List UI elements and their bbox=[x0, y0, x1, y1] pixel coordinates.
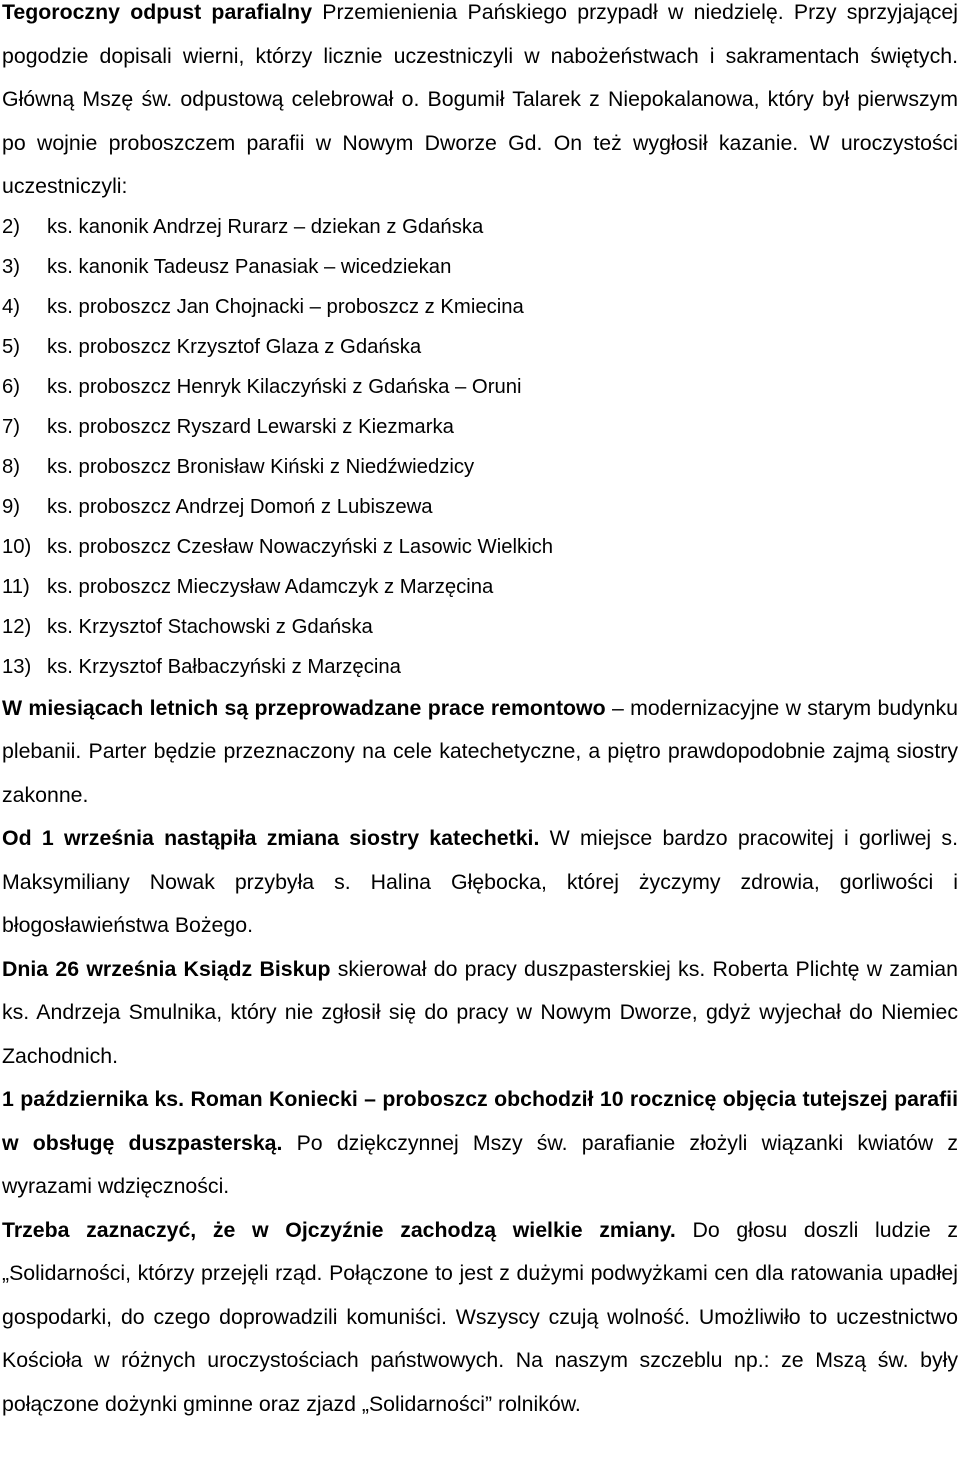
paragraph-body: Do głosu doszli ludzie z „Solidarności, którzy przejęli rząd. Połączone to jest z dużymi podwyżkami cen dla ratowania upadłej gospodarki, do czego doprowadzili komuniści. Wszyscy czują wolność. Umożliwiło to uczestnictwo Kościoła w różnych uroczystościach państwowych. Na naszym szczeblu np.: ze Mszą św. były połączone dożynki gminne oraz zjazd „Solidarności” rolników. bbox=[2, 1217, 958, 1416]
paragraph-odpust bbox=[0, 0, 960, 209]
list-item bbox=[2, 647, 958, 687]
list-item bbox=[2, 207, 958, 247]
paragraph-lead: Od 1 września nastąpiła zmiana siostry katechetki. bbox=[2, 826, 540, 850]
list-number: 6) bbox=[2, 375, 21, 398]
list-number: 12) bbox=[2, 615, 32, 638]
list-item bbox=[2, 607, 958, 647]
list-text: ks. proboszcz Jan Chojnacki – proboszcz z Kmiecina bbox=[47, 295, 524, 318]
list-item bbox=[2, 567, 958, 607]
list-item bbox=[2, 367, 958, 407]
list-item bbox=[2, 327, 958, 367]
list-number: 11) bbox=[2, 575, 30, 598]
paragraph-body: – modernizacyjne w starym budynku plebanii. Parter będzie przeznaczony na cele katechetyczne, a piętro prawdopodobnie zajmą siostry zakonne. bbox=[2, 695, 958, 807]
paragraph-body: Po dziękczynnej Mszy św. parafianie złożyli wiązanki kwiatów z wyrazami wdzięczności. bbox=[2, 1130, 958, 1198]
paragraph-body: skierował do pracy duszpasterskiej ks. Roberta Plichtę w zamian ks. Andrzeja Smulnika, który nie zgłosił się do pracy w Nowym Dworze, gdyż wyjechał do Niemiec Zachodnich. bbox=[2, 956, 958, 1068]
paragraph-body: Przemienienia Pańskiego przypadł w niedzielę. Przy sprzyjającej pogodzie dopisali wierni, którzy licznie uczestniczyli w nabożeństwach i sakramentach świętych. Główną Mszę św. odpustową celebrował o. Bogumił Talarek z Niepokalanowa, który był pierwszym po wojnie proboszczem parafii w Nowym Dworze Gd. On też wygłosił kazanie. W uroczystości uczestniczyli: bbox=[2, 0, 958, 198]
list-number: 10) bbox=[2, 535, 32, 558]
list-number: 7) bbox=[2, 415, 21, 438]
list-text: ks. Krzysztof Bałbaczyński z Marzęcina bbox=[47, 655, 401, 678]
list-text: ks. proboszcz Ryszard Lewarski z Kiezmarka bbox=[47, 415, 454, 438]
list-item bbox=[2, 487, 958, 527]
paragraph-rocznica bbox=[0, 1078, 960, 1209]
list-text: ks. kanonik Andrzej Rurarz – dziekan z Gdańska bbox=[47, 215, 484, 238]
list-item bbox=[2, 287, 958, 327]
list-text: ks. proboszcz Andrzej Domoń z Lubiszewa bbox=[47, 495, 433, 518]
list-number: 4) bbox=[2, 295, 21, 318]
list-item bbox=[2, 527, 958, 567]
paragraph-lead: Tegoroczny odpust parafialny bbox=[2, 0, 313, 24]
paragraph-katechetka bbox=[0, 817, 960, 948]
list-text: ks. proboszcz Krzysztof Glaza z Gdańska bbox=[47, 335, 422, 358]
participants-list bbox=[0, 207, 960, 687]
list-text: ks. proboszcz Bronisław Kiński z Niedźwiedzicy bbox=[47, 455, 475, 478]
list-text: ks. Krzysztof Stachowski z Gdańska bbox=[47, 615, 373, 638]
list-item bbox=[2, 447, 958, 487]
paragraph-body: W miejsce bardzo pracowitej i gorliwej s. Maksymiliany Nowak przybyła s. Halina Głębocka, której życzymy zdrowia, gorliwości i błogosławieństwa Bożego. bbox=[2, 826, 958, 937]
paragraph-zmiany bbox=[0, 1209, 960, 1427]
list-text: ks. kanonik Tadeusz Panasiak – wicedziekan bbox=[47, 255, 452, 278]
paragraph-biskup bbox=[0, 948, 960, 1079]
list-number: 5) bbox=[2, 335, 21, 358]
paragraph-lead: 1 października ks. Roman Koniecki – proboszcz obchodził 10 rocznicę objęcia tutejszej parafii w obsługę duszpasterską. bbox=[2, 1087, 958, 1155]
paragraph-lead: Trzeba zaznaczyć, że w Ojczyźnie zachodzą wielkie zmiany. bbox=[2, 1217, 676, 1242]
list-text: ks. proboszcz Henryk Kilaczyński z Gdańska – Oruni bbox=[47, 375, 522, 398]
list-number: 2) bbox=[2, 215, 21, 238]
list-item bbox=[2, 407, 958, 447]
paragraph-lead: W miesiącach letnich są przeprowadzane prace remontowo bbox=[2, 695, 606, 720]
list-number: 8) bbox=[2, 455, 21, 478]
paragraph-remont bbox=[0, 687, 960, 818]
list-number: 3) bbox=[2, 255, 21, 278]
list-text: ks. proboszcz Czesław Nowaczyński z Lasowic Wielkich bbox=[47, 535, 554, 558]
list-number: 13) bbox=[2, 655, 32, 678]
list-number: 9) bbox=[2, 495, 21, 518]
paragraph-lead: Dnia 26 września Ksiądz Biskup bbox=[2, 956, 331, 981]
list-item bbox=[2, 247, 958, 287]
list-text: ks. proboszcz Mieczysław Adamczyk z Marzęcina bbox=[47, 575, 494, 598]
